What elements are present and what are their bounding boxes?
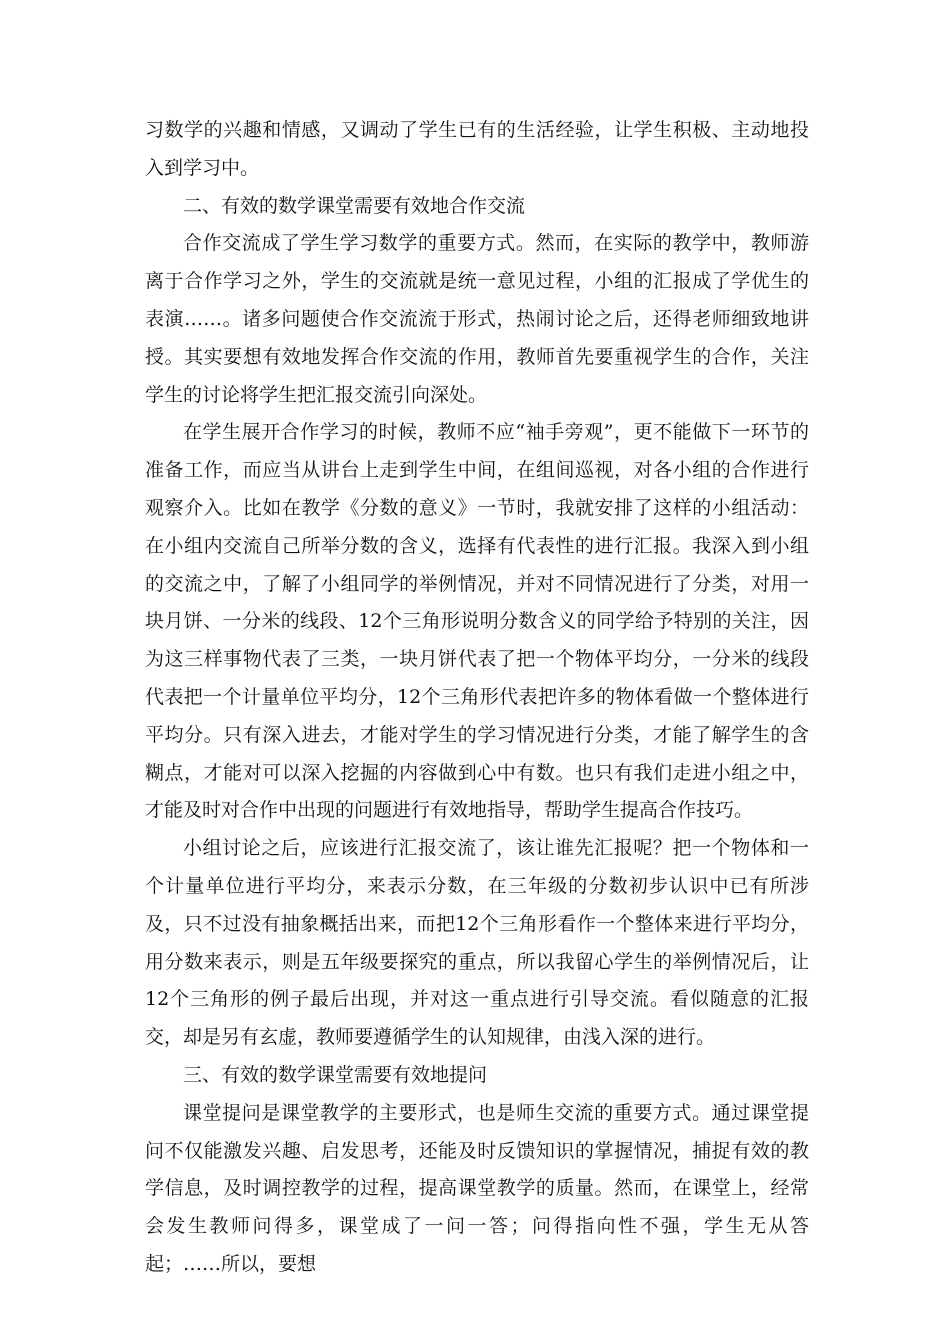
paragraph-intro-continuation: 习数学的兴趣和情感，又调动了学生已有的生活经验，让学生积极、主动地投入到学习中。 xyxy=(145,119,809,179)
paragraph-questioning: 课堂提问是课堂教学的主要形式，也是师生交流的重要方式。通过课堂提问不仅能激发兴趣、启发思考，还能及时反馈知识的掌握情况，捕捉有效的教学信息，及时调控教学的过程，提高课堂教学的质量。然而，在课堂上，经常会发生教师问得多，课堂成了一问一答；问得指向性不强，学生无从答起；……所以，要想 xyxy=(145,1101,809,1275)
section-heading-3: 三、有效的数学课堂需要有效地提问 xyxy=(183,1063,488,1086)
section-heading-2: 二、有效的数学课堂需要有效地合作交流 xyxy=(183,194,526,217)
paragraph-report-order: 小组讨论之后，应该进行汇报交流了，该让谁先汇报呢？把一个物体和一个计量单位进行平均分，来表示分数，在三年级的分数初步认识中已有所涉及，只不过没有抽象概括出来，而把12个三角形看作一个整体来进行平均分，用分数来表示，则是五年级要探究的重点，所以我留心学生的举例情况后，让12个三角形的例子最后出现，并对这一重点进行引导交流。看似随意的汇报交，却是另有玄虚，教师要遵循学生的认知规律，由浅入深的进行。 xyxy=(145,837,809,1049)
paragraph-group-observation: 在学生展开合作学习的时候，教师不应“袖手旁观”，更不能做下一环节的准备工作，而应当从讲台上走到学生中间，在组间巡视，对各小组的合作进行观察介入。比如在教学《分数的意义》一节时，我就安排了这样的小组活动：在小组内交流自己所举分数的含义，选择有代表性的进行汇报。我深入到小组的交流之中，了解了小组同学的举例情况，并对不同情况进行了分类，对用一块月饼、一分米的线段、12个三角形说明分数含义的同学给予特别的关注，因为这三样事物代表了三类，一块月饼代表了把一个物体平均分，一分米的线段代表把一个计量单位平均分，12个三角形代表把许多的物体看做一个整体进行平均分。只有深入进去，才能对学生的学习情况进行分类，才能了解学生的含糊点，才能对可以深入挖掘的内容做到心中有数。也只有我们走进小组之中，才能及时对合作中出现的问题进行有效地指导，帮助学生提高合作技巧。 xyxy=(145,421,809,822)
paragraph-cooperation-intro: 合作交流成了学生学习数学的重要方式。然而，在实际的教学中，教师游离于合作学习之外，学生的交流就是统一意见过程，小组的汇报成了学优生的表演……。诸多问题使合作交流流于形式，热闹讨论之后，还得老师细致地讲授。其实要想有效地发挥合作交流的作用，教师首先要重视学生的合作，关注学生的讨论将学生把汇报交流引向深处。 xyxy=(145,232,809,406)
document-page xyxy=(145,112,809,1284)
